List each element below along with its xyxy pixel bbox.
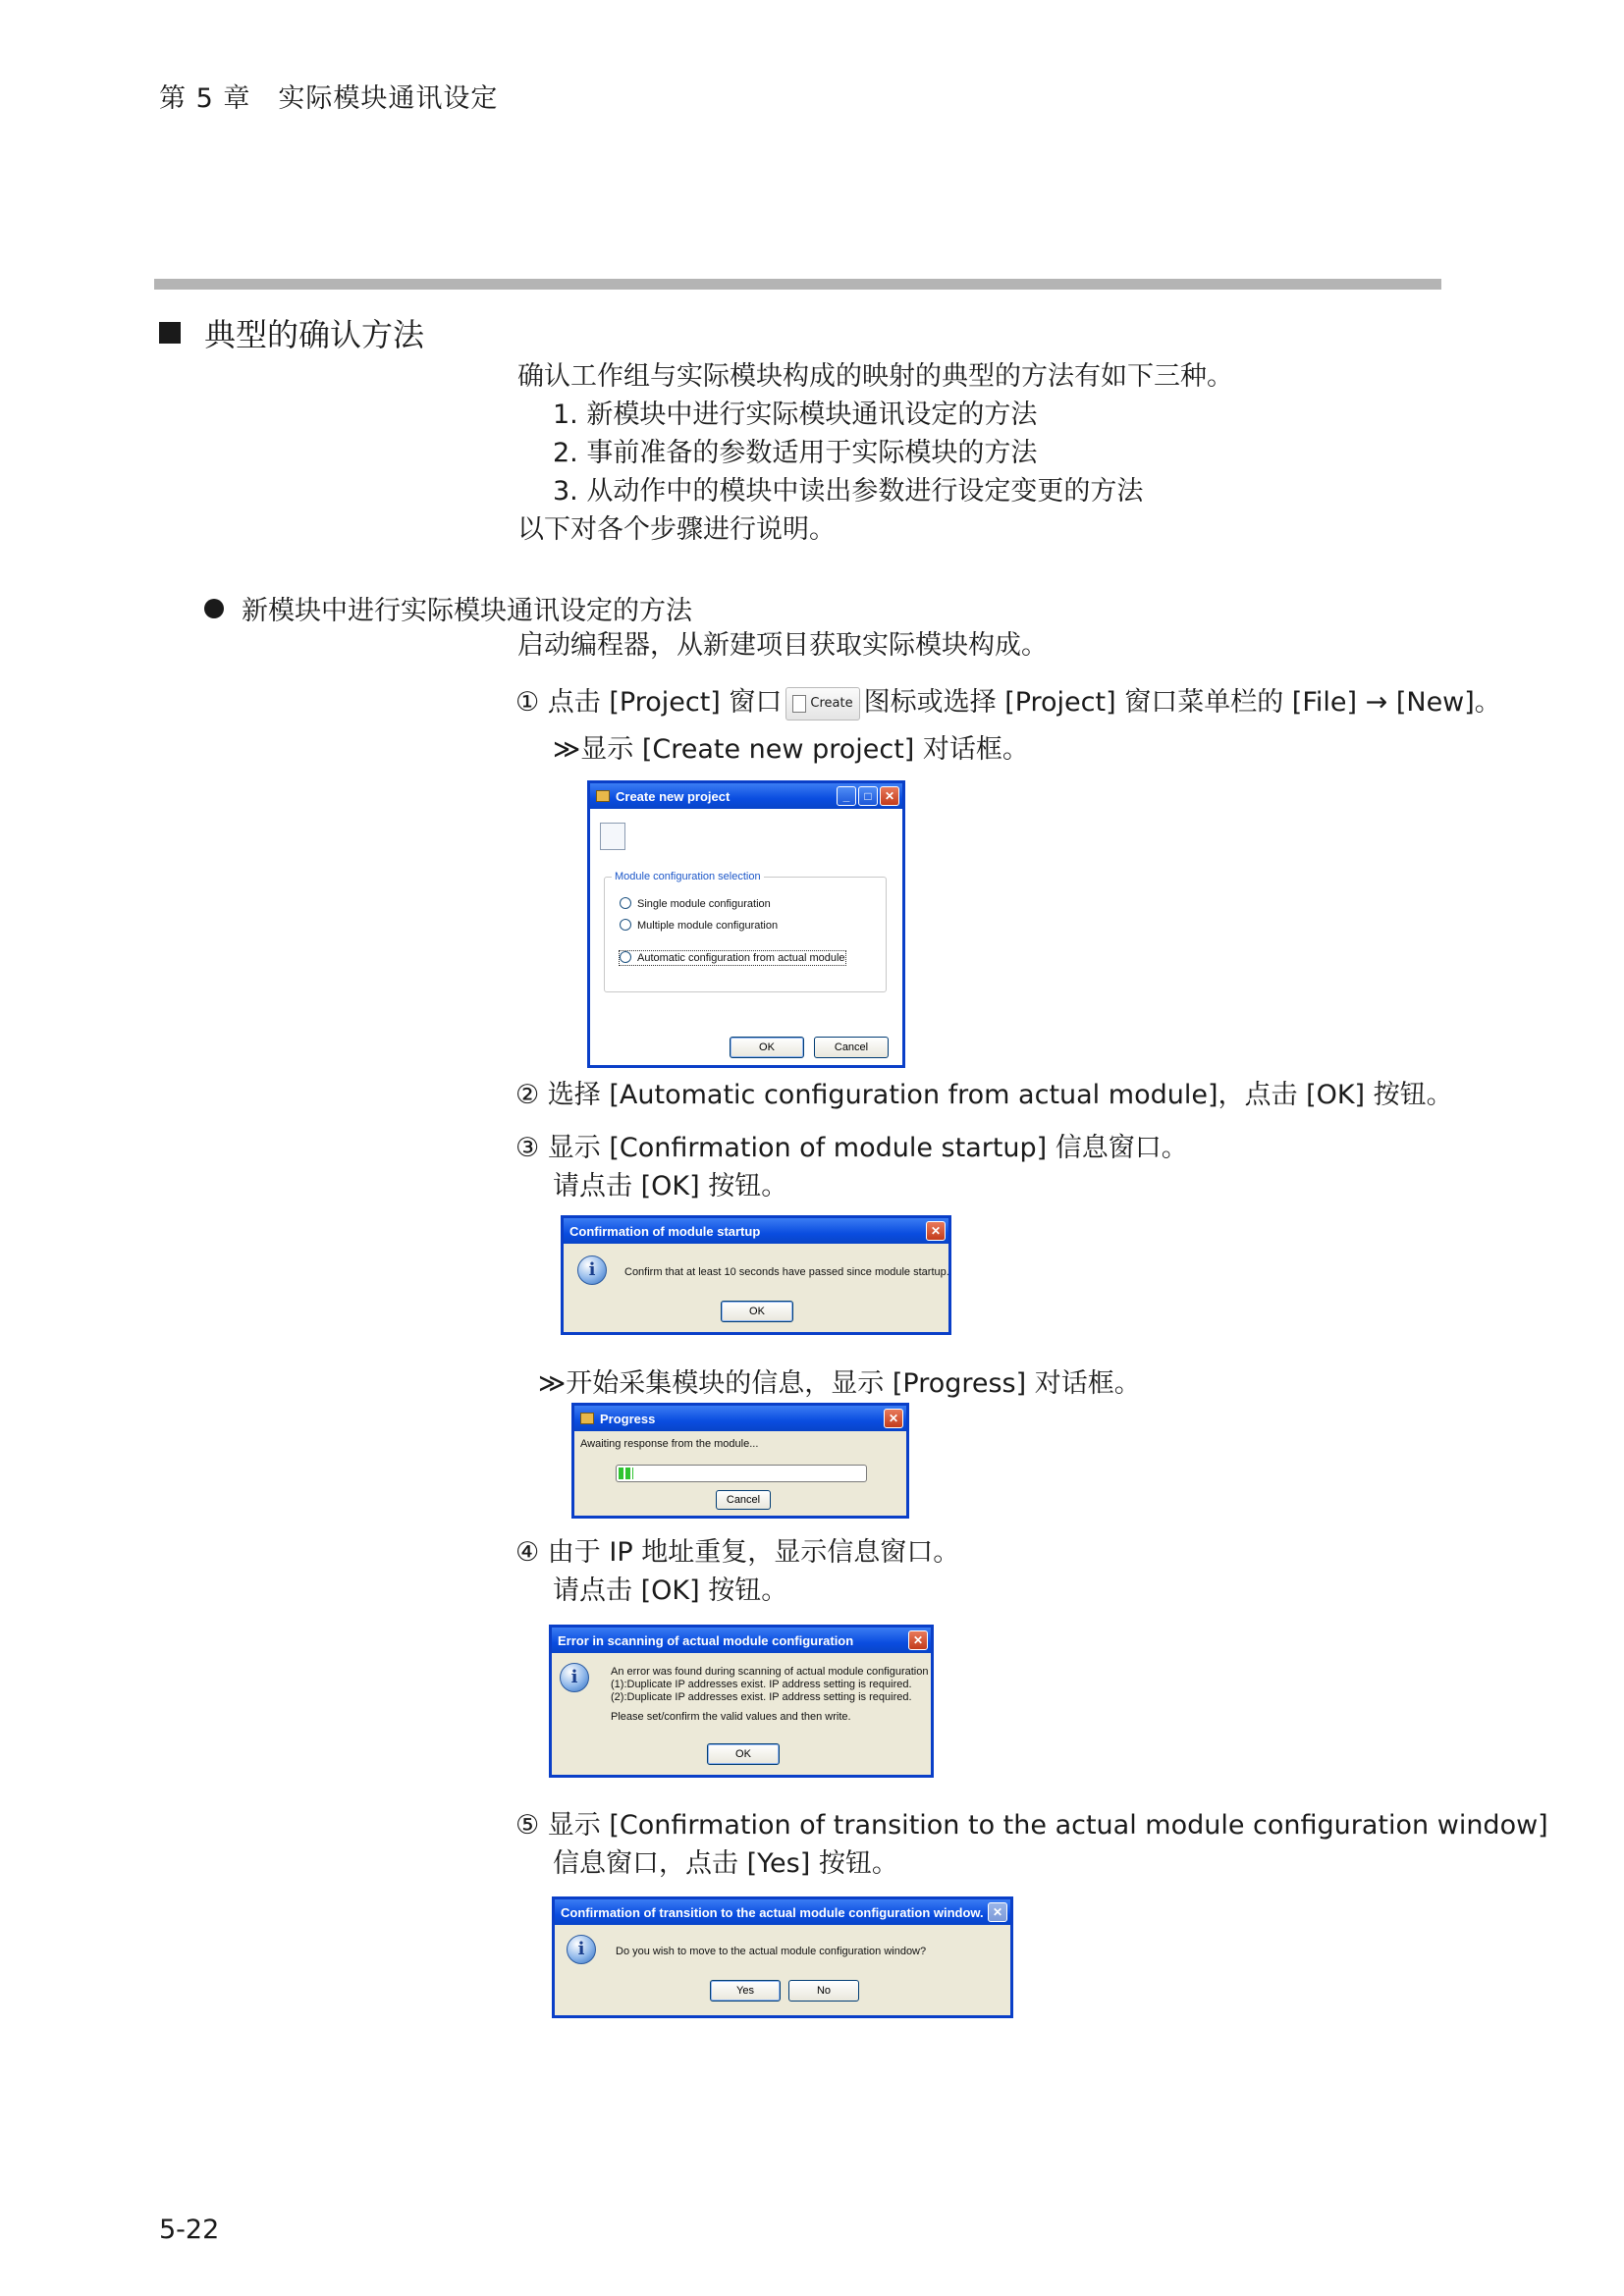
step-1-text-b: 图标或选择 [Project] 窗口菜单栏的 [File] → [New]。	[863, 687, 1501, 718]
document-icon	[792, 695, 806, 713]
round-bullet-icon	[204, 599, 224, 618]
close-icon[interactable]: ✕	[988, 1902, 1007, 1922]
step-3-result: ≫开始采集模块的信息，显示 [Progress] 对话框。	[538, 1368, 1141, 1399]
subsection-intro: 启动编程器，从新建项目获取实际模块构成。	[517, 630, 1048, 661]
dialog-title: Confirmation of transition to the actual module configuration window.	[561, 1904, 984, 1920]
cancel-button[interactable]: Cancel	[716, 1490, 771, 1510]
step-3: ③ 显示 [Confirmation of module startup] 信息窗口。	[515, 1133, 1188, 1163]
step-1	[515, 683, 1501, 721]
dialog-titlebar	[552, 1628, 931, 1653]
create-project-dialog	[587, 780, 905, 1068]
transition-dialog	[552, 1896, 1013, 2018]
progress-message: Awaiting response from the module...	[580, 1438, 759, 1450]
section-divider	[154, 279, 1441, 290]
dialog-title: Confirmation of module startup	[569, 1223, 761, 1239]
dialog-titlebar	[574, 1406, 906, 1431]
error-line: Please set/confirm the valid values and then write.	[611, 1711, 851, 1723]
cancel-button[interactable]: Cancel	[814, 1037, 889, 1058]
progress-fill	[619, 1468, 633, 1479]
dialog-title: Create new project	[616, 788, 731, 804]
method-item: 2. 事前准备的参数适用于实际模块的方法	[553, 438, 1038, 468]
maximize-icon[interactable]: □	[858, 786, 878, 806]
close-icon[interactable]: ✕	[880, 786, 899, 806]
dialog-title: Progress	[600, 1411, 656, 1426]
close-icon[interactable]: ✕	[884, 1409, 903, 1428]
create-button-icon	[785, 687, 859, 721]
step-4-b: 请点击 [OK] 按钮。	[553, 1575, 788, 1606]
info-icon: i	[567, 1935, 596, 1964]
section-intro: 确认工作组与实际模块构成的映射的典型的方法有如下三种。	[517, 361, 1233, 392]
app-icon	[596, 790, 610, 802]
chapter-number: 第 5 章	[159, 83, 251, 114]
minimize-icon[interactable]: _	[837, 786, 856, 806]
dialog-titlebar	[555, 1899, 1010, 1925]
subsection-heading	[204, 589, 692, 627]
section-heading	[159, 310, 424, 355]
step-4: ④ 由于 IP 地址重复，显示信息窗口。	[515, 1537, 960, 1568]
error-dialog	[549, 1625, 934, 1778]
error-line: (1):Duplicate IP addresses exist. IP address setting is required.	[611, 1679, 912, 1690]
step-3-b: 请点击 [OK] 按钮。	[553, 1171, 788, 1201]
radio-multiple[interactable]: Multiple module configuration	[620, 919, 778, 933]
close-icon[interactable]: ✕	[926, 1221, 946, 1241]
ok-button[interactable]: OK	[721, 1301, 793, 1322]
error-line: An error was found during scanning of actual module configuration	[611, 1666, 929, 1678]
step-5-b: 信息窗口，点击 [Yes] 按钮。	[553, 1848, 898, 1879]
dialog-message: Confirm that at least 10 seconds have passed since module startup.	[624, 1266, 949, 1278]
subsection-title: 新模块中进行实际模块通讯设定的方法	[242, 596, 692, 626]
startup-dialog	[561, 1215, 951, 1335]
page-number: 5-22	[159, 2215, 220, 2245]
app-icon	[580, 1413, 594, 1424]
radio-single[interactable]: Single module configuration	[620, 897, 771, 911]
progress-bar	[616, 1465, 867, 1482]
create-icon-label: Create	[810, 696, 853, 711]
dialog-title: Error in scanning of actual module configuration	[558, 1632, 854, 1648]
progress-dialog	[571, 1403, 909, 1519]
no-button[interactable]: No	[788, 1980, 859, 2002]
step-1-result: ≫显示 [Create new project] 对话框。	[553, 734, 1029, 765]
group-label: Module configuration selection	[612, 870, 764, 883]
chapter-title: 实际模块通讯设定	[278, 83, 499, 114]
step-2: ② 选择 [Automatic configuration from actual module]，点击 [OK] 按钮。	[515, 1080, 1453, 1110]
info-icon: i	[560, 1663, 589, 1692]
yes-button[interactable]: Yes	[710, 1980, 781, 2002]
ok-button[interactable]: OK	[707, 1743, 780, 1765]
square-bullet-icon	[159, 322, 181, 344]
step-5: ⑤ 显示 [Confirmation of transition to the actual module configuration window]	[515, 1810, 1548, 1841]
error-line: (2):Duplicate IP addresses exist. IP address setting is required.	[611, 1691, 912, 1703]
chapter-header	[159, 77, 498, 115]
info-icon: i	[577, 1255, 607, 1285]
radio-automatic[interactable]: Automatic configuration from actual module	[620, 951, 845, 965]
dialog-titlebar	[590, 783, 902, 809]
dialog-message: Do you wish to move to the actual module configuration window?	[616, 1946, 927, 1957]
close-icon[interactable]: ✕	[908, 1630, 928, 1650]
ok-button[interactable]: OK	[730, 1037, 804, 1058]
section-title: 典型的确认方法	[204, 316, 425, 353]
config-groupbox	[604, 877, 887, 992]
method-item: 1. 新模块中进行实际模块通讯设定的方法	[553, 400, 1038, 430]
dialog-titlebar	[564, 1218, 948, 1244]
method-item: 3. 从动作中的模块中读出参数进行设定变更的方法	[553, 476, 1144, 507]
section-outro: 以下对各个步骤进行说明。	[517, 514, 836, 545]
step-1-text: ① 点击 [Project] 窗口	[515, 687, 783, 718]
checklist-icon	[600, 823, 625, 850]
